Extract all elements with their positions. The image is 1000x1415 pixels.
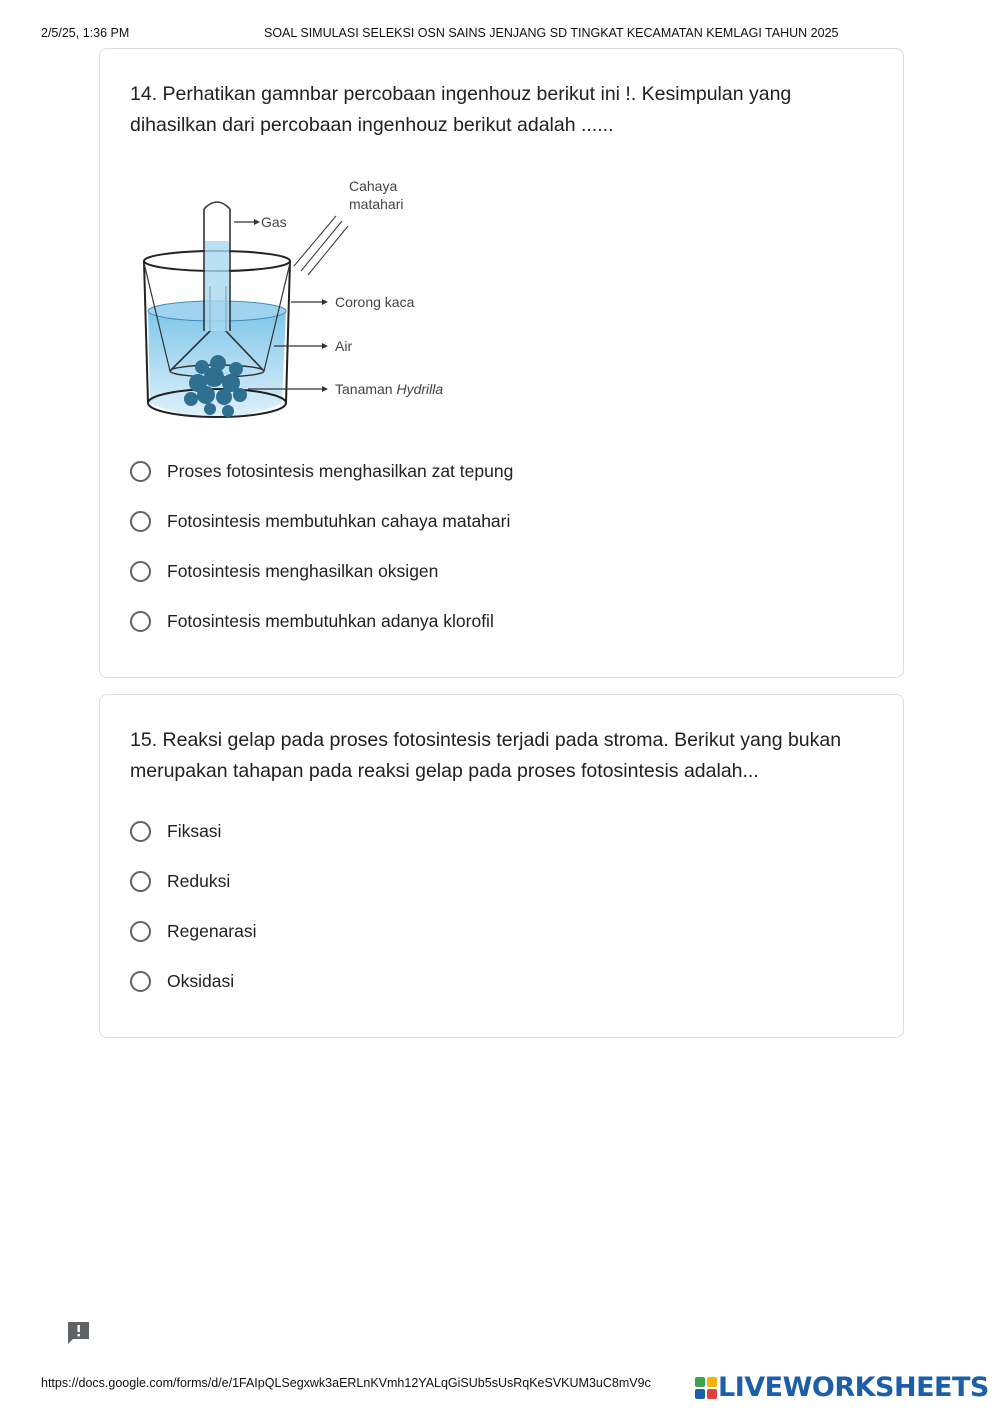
label-plant: Tanaman Hydrilla xyxy=(335,381,444,397)
option-14-2[interactable] xyxy=(130,507,510,535)
brand-name: LIVEWORKSHEETS xyxy=(718,1372,989,1403)
option-label: Fotosintesis membutuhkan cahaya matahari xyxy=(167,510,511,531)
option-label: Regenarasi xyxy=(167,920,257,941)
option-label: Proses fotosintesis menghasilkan zat tepung xyxy=(167,460,514,481)
question-card-14 xyxy=(99,48,904,678)
sunlight-arrows xyxy=(294,216,348,275)
radio-button[interactable] xyxy=(130,921,151,942)
footer-url: https://docs.google.com/forms/d/e/1FAIpQLSegxwk3aERLnKVmh12YALqGiSUb5sUsRqKeSVKUM3uC8mV9c xyxy=(41,1376,651,1390)
liveworksheets-grid-icon xyxy=(694,1376,718,1400)
radio-button[interactable] xyxy=(130,971,151,992)
radio-button[interactable] xyxy=(130,561,151,582)
label-funnel: Corong kaca xyxy=(335,294,415,310)
label-gas: Gas xyxy=(261,214,287,230)
radio-button[interactable] xyxy=(130,511,151,532)
question-card-15 xyxy=(99,694,904,1038)
label-water: Air xyxy=(335,338,353,354)
option-label: Fotosintesis membutuhkan adanya klorofil xyxy=(167,610,494,631)
option-15-2[interactable] xyxy=(130,867,230,895)
label-light-1: Cahaya xyxy=(349,178,398,194)
print-datetime: 2/5/25, 1:36 PM xyxy=(41,26,130,40)
option-14-3[interactable] xyxy=(130,557,438,585)
option-label: Reduksi xyxy=(167,870,231,891)
feedback-icon[interactable] xyxy=(66,1320,91,1346)
radio-button[interactable] xyxy=(130,821,151,842)
question-text: 15. Reaksi gelap pada proses fotosintesis terjadi pada stroma. Berikut yang bukan merupakan tahapan pada reaksi gelap pada proses fotosintesis adalah... xyxy=(130,729,842,782)
option-15-4[interactable] xyxy=(130,967,234,995)
radio-button[interactable] xyxy=(130,871,151,892)
option-label: Fiksasi xyxy=(167,820,222,841)
option-15-3[interactable] xyxy=(130,917,257,945)
ingenhousz-experiment-figure xyxy=(136,171,466,441)
option-label: Oksidasi xyxy=(167,970,235,991)
radio-button[interactable] xyxy=(130,611,151,632)
radio-button[interactable] xyxy=(130,461,151,482)
option-label: Fotosintesis menghasilkan oksigen xyxy=(167,560,439,581)
option-15-1[interactable] xyxy=(130,817,221,845)
label-light-2: matahari xyxy=(349,196,404,212)
print-title: SOAL SIMULASI SELEKSI OSN SAINS JENJANG SD TINGKAT KECAMATAN KEMLAGI TAHUN 2025 xyxy=(264,26,839,40)
question-text: 14. Perhatikan gamnbar percobaan ingenhouz berikut ini !. Kesimpulan yang dihasilkan dari percobaan ingenhouz berikut adalah ...... xyxy=(130,83,792,136)
option-14-1[interactable] xyxy=(130,457,513,485)
option-14-4[interactable] xyxy=(130,607,494,635)
liveworksheets-logo xyxy=(694,1372,989,1403)
